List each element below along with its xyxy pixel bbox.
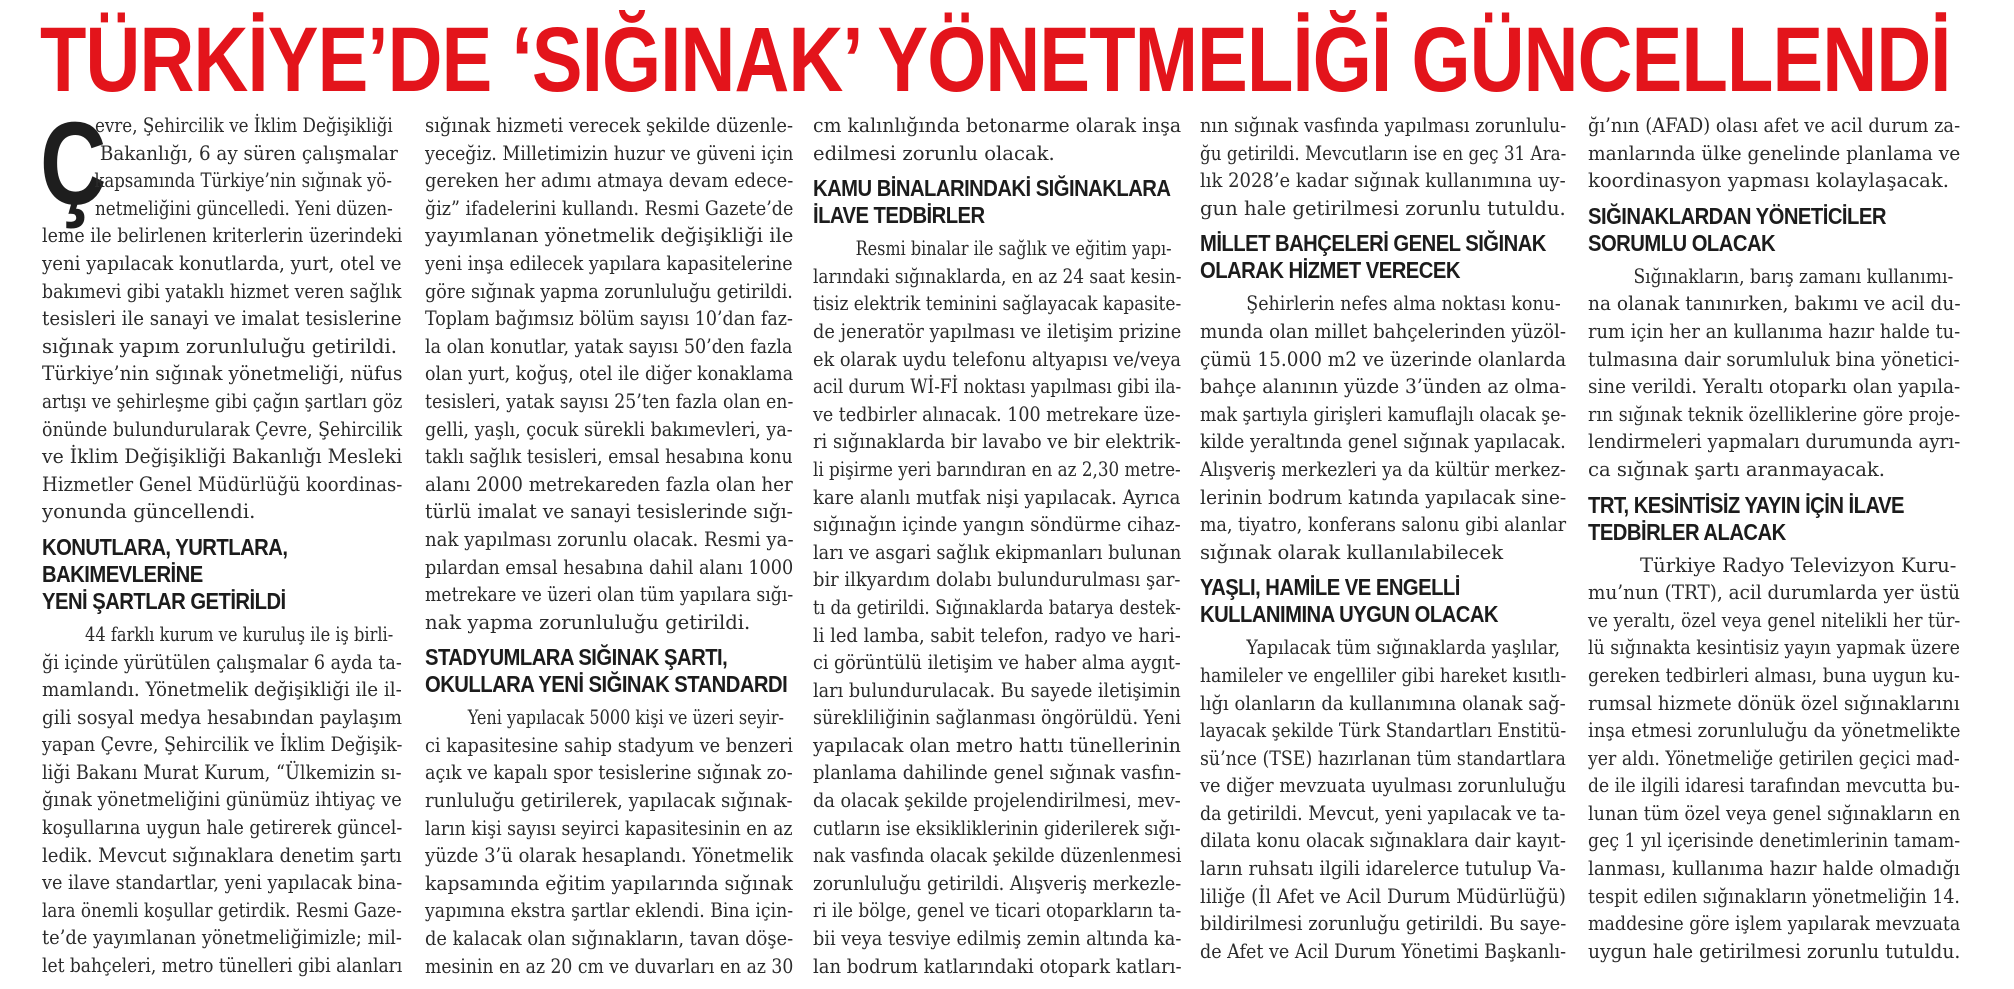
text-line: na olanak tanınırken, bakımı ve acil du-: [1588, 292, 1961, 316]
text-line: lerinin bodrum katında yapılacak sine-: [1200, 485, 1567, 509]
subheading-line: [1200, 601, 1566, 628]
text-line: sığınak yapım zorunluluğu getirildi.: [42, 334, 398, 358]
text-line: artışı ve şehirleşme gibi çağın şartları göz: [42, 389, 403, 413]
text-line: lendirmeleri yapmaları durumunda ayrı-: [1588, 430, 1961, 454]
text-line: li led lamba, sabit telefon, radyo ve hari-: [813, 623, 1181, 647]
text-line: te’de yayımlanan yönetmeliğimizle; mil-: [42, 926, 402, 950]
subheading: [425, 644, 793, 698]
text-line: tı da getirildi. Sığınaklarda batarya destek-: [813, 595, 1181, 619]
text-line: göre sığınak yapma zorunluluğu getirildi.: [425, 279, 793, 303]
drop-cap: Ç: [40, 98, 107, 230]
text-line: rın sığınak teknik özelliklerine göre proje-: [1588, 402, 1961, 426]
text-line: rum için her an kullanıma hazır halde tu-: [1588, 319, 1961, 343]
text-line: let bahçeleri, metro tünelleri gibi alanları: [42, 954, 403, 978]
text-line: bildirilmesi zorunluğu getirildi. Bu saye-: [1200, 912, 1567, 936]
text-line: ği içinde yürütülen çalışmalar 6 ayda ta-: [42, 650, 402, 674]
text-line: tesisleri ile sanayi ve imalat tesislerine: [42, 307, 402, 331]
subheading-text: KAMU BİNALARINDAKİ SIĞINAKLARA: [813, 175, 1171, 202]
text-line: pılardan emsal hesabına dahil alanı 1000: [425, 555, 794, 579]
subheading-text: OKULLARA YENİ SIĞINAK STANDARDI: [425, 671, 788, 698]
text-line: bahçe alanının yüzde 3’ünden az olma-: [1200, 375, 1567, 399]
text-line: larındaki sığınaklarda, en az 24 saat kesin-: [813, 264, 1182, 288]
text-line: lunan tüm özel veya genel sığınakların en: [1588, 801, 1961, 825]
text-line: sü’nce (TSE) hazırlanan tüm standartlara: [1200, 746, 1566, 770]
article-column-2: [425, 112, 793, 982]
subheading-line: [42, 588, 402, 615]
text-line: leme ile belirlenen kriterlerin üzerindeki: [42, 224, 403, 248]
text-line: kare alanlı mutfak nişi yapılacak. Ayrıca: [813, 485, 1181, 509]
text-line: ve diğer mevzuata uyulması zorunluluğu: [1200, 774, 1567, 798]
text-line: nak vasfında olacak şekilde düzenlenmesi: [813, 844, 1182, 868]
text-line: netmeliğini güncelledi. Yeni düzen-: [94, 196, 393, 220]
text-line: sine verildi. Yeraltı otoparkı olan yapıla-: [1588, 375, 1961, 399]
text-line: edilmesi zorunlu olacak.: [813, 141, 1055, 165]
subheading-line: [1200, 257, 1566, 284]
text-line: dilata konu olacak sığınaklara dair kayıt-: [1200, 829, 1566, 853]
text-line: bii veya tesviye edilmiş zemin altında ka-: [813, 927, 1182, 951]
paragraph: [42, 222, 402, 526]
text-line: gelli, yaşlı, çocuk sürekli bakımevleri, ya-: [425, 417, 793, 441]
text-line: 44 farklı kurum ve kuruluş ile iş birli-: [85, 622, 394, 646]
text-line: de ile ilgili idaresi tarafından mevcutta bu-: [1588, 774, 1960, 798]
text-line: ledik. Mevcut sığınaklara denetim şartı: [42, 843, 402, 867]
subheading-text: OLARAK HİZMET VERECEK: [1200, 257, 1460, 284]
text-line: lık 2028’e kadar sığınak kullanımına uy-: [1200, 169, 1566, 193]
text-line: yapılacak olan metro hattı tünellerinin: [813, 733, 1181, 757]
text-line: ları ve asgari sağlık ekipmanları bulunan: [813, 540, 1182, 564]
text-line: layacak şekilde Türk Standartları Enstitü-: [1200, 719, 1567, 743]
text-line: tespit edilen sığınakların yönetmeliğin 14.: [1588, 884, 1960, 908]
text-line: gereken tedbirleri alması, buna uygun ku-: [1588, 663, 1960, 687]
paragraph: [1588, 112, 1960, 195]
subheading: [1588, 203, 1960, 257]
text-line: yonunda güncellendi.: [42, 500, 256, 524]
text-line: açık ve kapalı spor tesislerine sığınak zo-: [425, 761, 793, 785]
paragraph: [425, 704, 793, 980]
text-line: ma, tiyatro, konferans salonu gibi alanlar: [1200, 513, 1567, 537]
paragraph: [1200, 112, 1566, 222]
subheading: [42, 534, 402, 615]
text-line: tulmasına dair sorumluluk bina yönetici-: [1588, 347, 1960, 371]
article-column-3: [813, 112, 1181, 982]
text-line: liği Bakanı Murat Kurum, “Ülkemizin sı-: [42, 760, 402, 784]
text-line: Resmi binalar ile sağlık ve eğitim yapı-: [855, 237, 1172, 261]
text-line: munda olan millet bahçelerinden yüzöl-: [1200, 319, 1567, 343]
text-line: ğı’nın (AFAD) olası afet ve acil durum za-: [1588, 114, 1961, 137]
text-line: zorunluluğu getirildi. Alışveriş merkezle-: [813, 871, 1182, 895]
text-line: ğınak yönetmeliğini günümüz ihtiyaç ve: [42, 788, 402, 812]
text-line: ci kapasitesine sahip stadyum ve benzeri: [425, 733, 793, 757]
text-line: uygun hale getirilmesi zorunlu tutuldu.: [1588, 939, 1961, 963]
text-line: lanması, kullanıma hazır halde olmadığı: [1588, 857, 1961, 881]
text-line: yer aldı. Yönetmeliğe getirilen geçici mad-: [1588, 746, 1960, 770]
text-line: koşullarına uygun hale getirerek güncel-: [42, 816, 403, 840]
text-line: Alışveriş merkezleri ya da kültür merkez-: [1200, 457, 1566, 481]
subheading-line: [425, 671, 793, 698]
subheading-line: [42, 561, 402, 588]
text-line: ların ruhsatı ilgili idarelerce tutulup Va-: [1200, 857, 1566, 881]
paragraph: [1200, 634, 1566, 965]
text-line: taklı sağlık tesisleri, emsal hesabına konu: [425, 445, 793, 469]
text-line: tesisleri, yatak sayısı 25’ten fazla olan en-: [425, 389, 794, 413]
text-line: ve tedbirler alınacak. 100 metrekare üze-: [813, 402, 1181, 426]
text-line: kilde yeraltında genel sığınak yapılacak.: [1200, 430, 1566, 454]
text-line: tisiz elektrik teminini sağlayacak kapasite-: [813, 292, 1182, 316]
text-line: önünde bulundurularak Çevre, Şehircilik: [42, 417, 403, 441]
text-line: ek olarak uydu telefonu altyapısı ve/veya: [813, 347, 1181, 371]
lead-paragraph: [40, 98, 402, 230]
text-line: evre, Şehircilik ve İklim Değişikliği: [94, 114, 393, 137]
subheading-text: TRT, KESİNTİSİZ YAYIN İÇİN İLAVE: [1588, 491, 1905, 518]
text-line: hamileler ve engelliler gibi hareket kısıtlı-: [1200, 663, 1567, 687]
text-line: ve İklim Değişikliği Bakanlığı Mesleki: [42, 445, 403, 469]
text-line: manlarında ülke genelinde planlama ve: [1588, 141, 1961, 165]
subheading-line: [813, 202, 1181, 229]
text-line: planlama dahilinde genel sığınak vasfın-: [813, 761, 1182, 785]
text-line: da olacak şekilde projelendirilmesi, mev-: [813, 789, 1181, 813]
text-line: Türkiye’nin sığınak yönetmeliği, nüfus: [42, 362, 403, 386]
text-line: ri sığınaklarda bir lavabo ve bir elektrik-: [813, 430, 1181, 454]
subheading: [813, 175, 1181, 229]
text-line: rumsal hizmete dönük özel sığınaklarını: [1588, 691, 1960, 715]
subheading-text: TEDBİRLER ALACAK: [1588, 518, 1786, 545]
article-column-4: [1200, 112, 1566, 982]
text-line: de kalacak olan sığınakların, tavan döşe-: [425, 927, 794, 951]
text-line: de Afet ve Acil Durum Yönetimi Başkanlı-: [1200, 939, 1567, 963]
text-line: ğu getirildi. Mevcutların ise en geç 31 Ara-: [1200, 141, 1567, 165]
text-line: yeni inşa edilecek yapılara kapasitelerine: [425, 251, 793, 275]
text-line: mak şartıyla girişleri kamuflajlı olacak şe-: [1200, 402, 1567, 426]
text-line: bir ilkyardım dolabı bulundurulması şar-: [813, 568, 1181, 592]
subheading-text: STADYUMLARA SIĞINAK ŞARTI,: [425, 644, 728, 671]
text-line: lara önemli koşullar getirdik. Resmi Gaze-: [42, 898, 402, 922]
text-line: yayımlanan yönetmelik değişikliği ile: [425, 224, 794, 248]
text-line: runluluğu getirilerek, yapılacak sığınak-: [425, 789, 793, 813]
subheading-text: İLAVE TEDBİRLER: [813, 202, 985, 229]
text-line: nın sığınak vasfında yapılması zorunlulu-: [1200, 114, 1567, 137]
subheading-line: [1588, 492, 1960, 519]
text-line: ların kişi sayısı seyirci kapasitesinin en az: [425, 816, 793, 840]
text-line: lığı olanların da kullanımına olanak sağ-: [1200, 691, 1566, 715]
text-line: ci görüntülü iletişim ve haber alma aygıt-: [813, 651, 1181, 675]
text-line: kapsamında Türkiye’nin sığınak yö-: [94, 169, 392, 193]
subheading-line: [1588, 230, 1960, 257]
paragraph: [40, 98, 402, 230]
text-line: ğiz” ifadelerini kullandı. Resmi Gazete’de: [425, 196, 794, 220]
text-line: kapsamında eğitim yapılarında sığınak: [425, 871, 793, 895]
text-line: nak yapılması zorunlu olacak. Resmi ya-: [425, 527, 794, 551]
text-line: cm kalınlığında betonarme olarak inşa: [813, 114, 1182, 137]
text-line: Yeni yapılacak 5000 kişi ve üzeri seyir-: [467, 706, 784, 730]
text-line: cutların ise eksikliklerinin giderilerek sığı-: [813, 816, 1181, 840]
subheading-text: KONUTLARA, YURTLARA,: [42, 533, 288, 560]
headline-text: TÜRKİYE’DE ‘SIĞINAK’ YÖNETMELİĞİ GÜNCELLENDİ: [40, 9, 1951, 111]
subheading-text: SIĞINAKLARDAN YÖNETİCİLER: [1588, 202, 1886, 229]
text-line: ri ile bölge, genel ve ticari otoparkların ta-: [813, 899, 1182, 923]
text-line: sığınak hizmeti verecek şekilde düzenle-: [425, 114, 794, 137]
text-line: alanı 2000 metrekareden fazla olan her: [425, 472, 793, 496]
text-line: nak yapma zorunluluğu getirildi.: [425, 610, 751, 634]
subheading-text: MİLLET BAHÇELERİ GENEL SIĞINAK: [1200, 230, 1546, 257]
paragraph: [1588, 263, 1960, 484]
text-line: sığınak olarak kullanılabilecek: [1200, 540, 1504, 564]
subheading-text: KULLANIMINA UYGUN OLACAK: [1200, 601, 1499, 628]
article-column-1: [40, 98, 403, 982]
subheading-line: [813, 175, 1181, 202]
subheading-line: [1588, 519, 1960, 546]
subheading-line: [425, 644, 793, 671]
text-line: bakımevi gibi yataklı hizmet veren sağlık: [42, 279, 402, 303]
paragraph: [425, 112, 793, 636]
text-line: sürekliliğinin sağlanması öngörüldü. Yeni: [813, 706, 1181, 730]
text-line: koordinasyon yapması kolaylaşacak.: [1588, 169, 1949, 193]
text-line: gun hale getirilmesi zorunlu tutuldu.: [1200, 196, 1566, 220]
subheading-text: YENİ ŞARTLAR GETİRİLDİ: [42, 587, 286, 614]
subheading-line: [42, 534, 402, 561]
text-line: lü sığınakta kesintisiz yayın yapmak üzere: [1588, 636, 1960, 660]
subheading-line: [1200, 574, 1566, 601]
text-line: Yapılacak tüm sığınaklarda yaşlılar,: [1246, 636, 1561, 660]
text-line: maddesine göre işlem yapılarak mevzuata: [1588, 912, 1961, 936]
text-line: Bakanlığı, 6 ay süren çalışmalar: [99, 141, 398, 165]
text-line: Sığınakların, barış zamanı kullanımı-: [1633, 264, 1954, 288]
subheading-line: [1200, 230, 1566, 257]
text-line: Hizmetler Genel Müdürlüğü koordinas-: [42, 472, 403, 496]
text-line: yeni yapılacak konutlarda, yurt, otel ve: [42, 251, 402, 275]
article-column-5: [1588, 112, 1960, 982]
paragraph: [813, 112, 1181, 167]
text-line: da getirildi. Mevcut, yeni yapılacak ve ta-: [1200, 801, 1566, 825]
paragraph: [813, 235, 1181, 980]
text-line: yeceğiz. Milletimizin huzur ve güveni için: [425, 141, 794, 165]
text-line: liliğe (İl Afet ve Acil Durum Müdürlüğü): [1200, 884, 1566, 908]
text-line: geç 1 yıl içerisinde denetimlerinin tamam-: [1588, 829, 1961, 853]
text-line: ve ilave standartlar, yeni yapılacak bina-: [42, 871, 403, 895]
text-line: ları bulundurulacak. Bu sayede iletişimin: [813, 678, 1181, 702]
text-line: ca sığınak şartı aranmayacak.: [1588, 457, 1886, 481]
article-headline: [40, 9, 1960, 111]
text-line: türlü imalat ve sanayi tesislerinde sığı-: [425, 500, 793, 524]
text-line: Şehirlerin nefes alma noktası konu-: [1246, 292, 1561, 316]
subheading: [1200, 230, 1566, 284]
text-line: yüzde 3’ü olarak hesaplandı. Yönetmelik: [425, 844, 793, 868]
subheading-text: BAKIMEVLERİNE: [42, 560, 203, 587]
text-line: ve yeraltı, özel veya genel nitelikli her tür-: [1588, 608, 1961, 632]
text-line: de jeneratör yapılması ve iletişim prizine: [813, 319, 1182, 343]
text-line: la olan konutlar, yatak sayısı 50’den fazla: [425, 334, 793, 358]
text-line: acil durum Wİ-Fİ noktası yapılması gibi ila-: [813, 375, 1182, 399]
text-line: mu’nun (TRT), acil durumlarda yer üstü: [1588, 581, 1960, 605]
paragraph: [1588, 552, 1960, 966]
subheading-text: YAŞLI, HAMİLE VE ENGELLİ: [1200, 574, 1460, 601]
subheading: [1200, 574, 1566, 628]
text-line: Türkiye Radyo Televizyon Kuru-: [1640, 553, 1957, 577]
text-line: sığınağın içinde yangın söndürme cihaz-: [813, 513, 1181, 537]
paragraph: [1200, 290, 1566, 566]
text-line: olan yurt, koğuş, otel ile diğer konaklama: [425, 362, 794, 386]
text-line: metrekare ve üzeri olan tüm yapılara sığı-: [425, 583, 794, 607]
text-line: gereken her adımı atmaya devam edece-: [425, 169, 794, 193]
text-line: lan bodrum katlarındaki otopark katları-: [813, 954, 1182, 978]
text-line: mesinin en az 20 cm ve duvarları en az 30: [425, 954, 794, 978]
text-line: mamlandı. Yönetmelik değişikliği ile il-: [42, 678, 402, 702]
text-line: yapan Çevre, Şehircilik ve İklim Değişik-: [42, 733, 403, 757]
text-line: yapımına ekstra şartlar eklendi. Bina için-: [425, 899, 794, 923]
paragraph: [42, 621, 402, 980]
text-line: çümü 15.000 m2 ve üzerinde olanlarda: [1200, 347, 1567, 371]
text-line: inşa etmesi zorunluluğu da yönetmelikte: [1588, 719, 1961, 743]
text-line: Toplam bağımsız bölüm sayısı 10’dan faz-: [425, 307, 793, 331]
subheading-line: [1588, 203, 1960, 230]
subheading-text: SORUMLU OLACAK: [1588, 229, 1776, 256]
text-line: gili sosyal medya hesabından paylaşım: [42, 705, 402, 729]
text-line: li pişirme yeri barındıran en az 2,30 metre-: [813, 457, 1181, 481]
subheading: [1588, 492, 1960, 546]
